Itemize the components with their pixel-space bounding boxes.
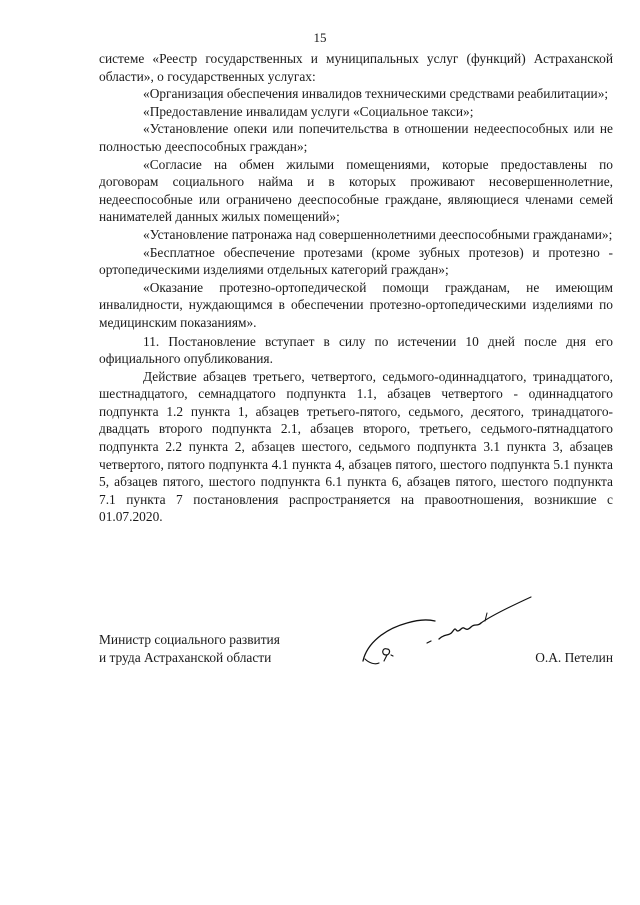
paragraph-service-free-prosthetics: «Бесплатное обеспечение протезами (кроме зубных протезов) и протезно - ортопедическими изделиями отдельных категорий граждан»; <box>99 244 613 278</box>
paragraph-service-patronage: «Установление патронажа над совершеннолетними дееспособными гражданами»; <box>143 226 613 242</box>
signature-block <box>99 628 613 708</box>
page-number: 15 <box>313 30 327 45</box>
document-body <box>99 50 613 526</box>
paragraph-clause-11: 11. Постановление вступает в силу по истечении 10 дней после дня его официального опубликования. <box>99 333 613 367</box>
signer-title-line-1: Министр социального развития <box>99 632 280 647</box>
handwritten-signature-icon <box>335 583 555 683</box>
paragraph-effect-scope: Действие абзацев третьего, четвертого, седьмого-одиннадцатого, тринадцатого, шестнадцатого, семнадцатого подпункта 1.1, абзацев четвертого - одиннадцатого подпункта 1.2 пункта 1, абзацев третьего-пятого, седьмого, десятого, тринадцатого-двадцать второго подпункта 2.1, абзацев второго, третьего, седьмого-пятнадцатого подпункта 2.2 пункта 2, абзацев шестого, седьмого подпункта 3.1 пункта 3, абзацев четвертого, пятого подпункта 4.1 пункта 4, абзацев пятого, шестого подпункта 5.1 пункта 5, абзацев пятого, шестого подпункта 6.1 пункта 6, абзацев пятого, шестого подпункта 7.1 пункта 7 постановления распространяется на правоотношения, возникшие с 01.07.2020. <box>99 368 613 525</box>
paragraph-service-rehabilitation-means: «Организация обеспечения инвалидов техническими средствами реабилитации»; <box>143 86 609 102</box>
paragraph-service-housing-exchange: «Согласие на обмен жилыми помещениями, которые предоставлены по договорам социального найма и в которых проживают несовершеннолетние, недееспособные или ограничено дееспособные граждане, являющиеся членами семей нанимателей данных жилых помещений»; <box>99 156 613 225</box>
paragraph-service-orthopedic-help: «Оказание протезно-ортопедической помощи гражданам, не имеющим инвалидности, нуждающимся в обеспечении протезно-ортопедическими изделиями по медицинским показаниям». <box>99 279 613 330</box>
paragraph-registry-continuation: системе «Реестр государственных и муниципальных услуг (функций) Астраханской области», о государственных услугах: <box>99 51 613 84</box>
paragraph-service-social-taxi: «Предоставление инвалидам услуги «Социальное такси»; <box>143 103 474 119</box>
signer-name: О.А. Петелин <box>535 650 613 665</box>
paragraph-service-guardianship: «Установление опеки или попечительства в отношении недееспособных или не полностью дееспособных граждан»; <box>99 121 613 154</box>
signer-title-line-2: и труда Астраханской области <box>99 649 272 665</box>
signer-title <box>99 631 280 666</box>
